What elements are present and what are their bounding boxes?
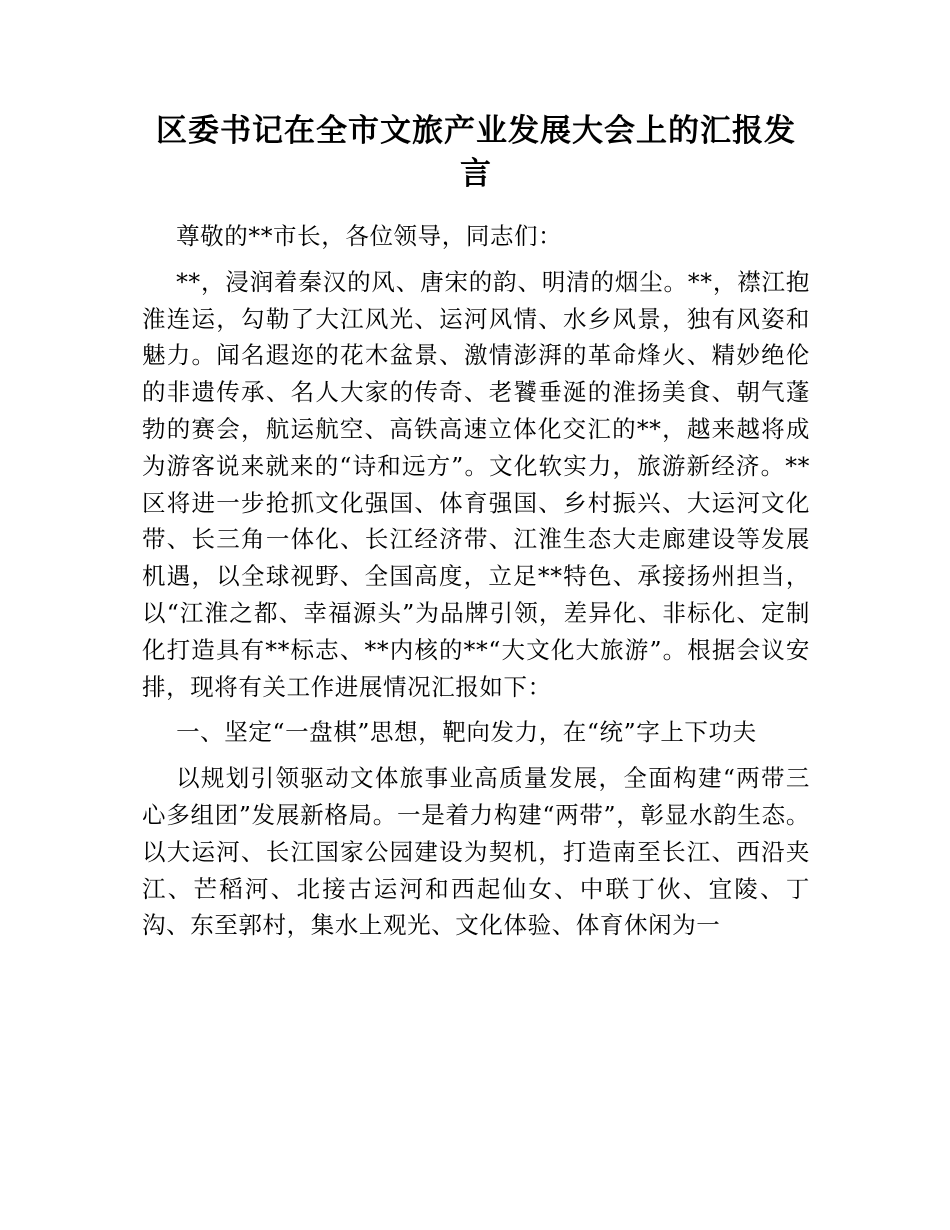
salutation-paragraph: 尊敬的**市长，各位领导，同志们： — [176, 222, 563, 250]
document-title: 区委书记在全市文旅产业发展大会上的汇报发言 — [156, 113, 796, 192]
intro-paragraph: **，浸润着秦汉的风、唐宋的韵、明清的烟尘。**，襟江抱淮连运，勾勒了大江风光、运河风情、水乡风景，独有风姿和魅力。闻名遐迩的花木盆景、激情澎湃的革命烽火、精妙绝伦的非遗传承、名人大家的传奇、老饕垂涎的淮扬美食、朝气蓬勃的赛会，航运航空、高铁高速立体化交汇的**，越来越将成为游客说来就来的“诗和远方”。文化软实力，旅游新经济。**区将进一步抢抓文化强国、体育强国、乡村振兴、大运河文化带、长三角一体化、长江经济带、江淮生态大走廊建设等发展机遇，以全球视野、全国高度，立足**特色、承接扬州担当，以“江淮之都、幸福源头”为品牌引领，差异化、非标化、定制化打造具有**标志、**内核的**“大文化大旅游”。根据会议安排，现将有关工作进展情况汇报如下： — [142, 267, 810, 701]
section-heading-1: 一、坚定“一盘棋”思想，靶向发力，在“统”字上下功夫 — [176, 718, 757, 747]
section-1-paragraph: 以规划引领驱动文体旅事业高质量发展，全面构建“两带三心多组团”发展新格局。一是着力构建“两带”，彰显水韵生态。以大运河、长江国家公园建设为契机，打造南至长江、西沿夹江、芒稻河、北接古运河和西起仙女、中联丁伙、宜陵、丁沟、东至郭村，集水上观光、文化体验、体育休闲为一 — [142, 764, 810, 940]
document-body — [142, 110, 810, 953]
